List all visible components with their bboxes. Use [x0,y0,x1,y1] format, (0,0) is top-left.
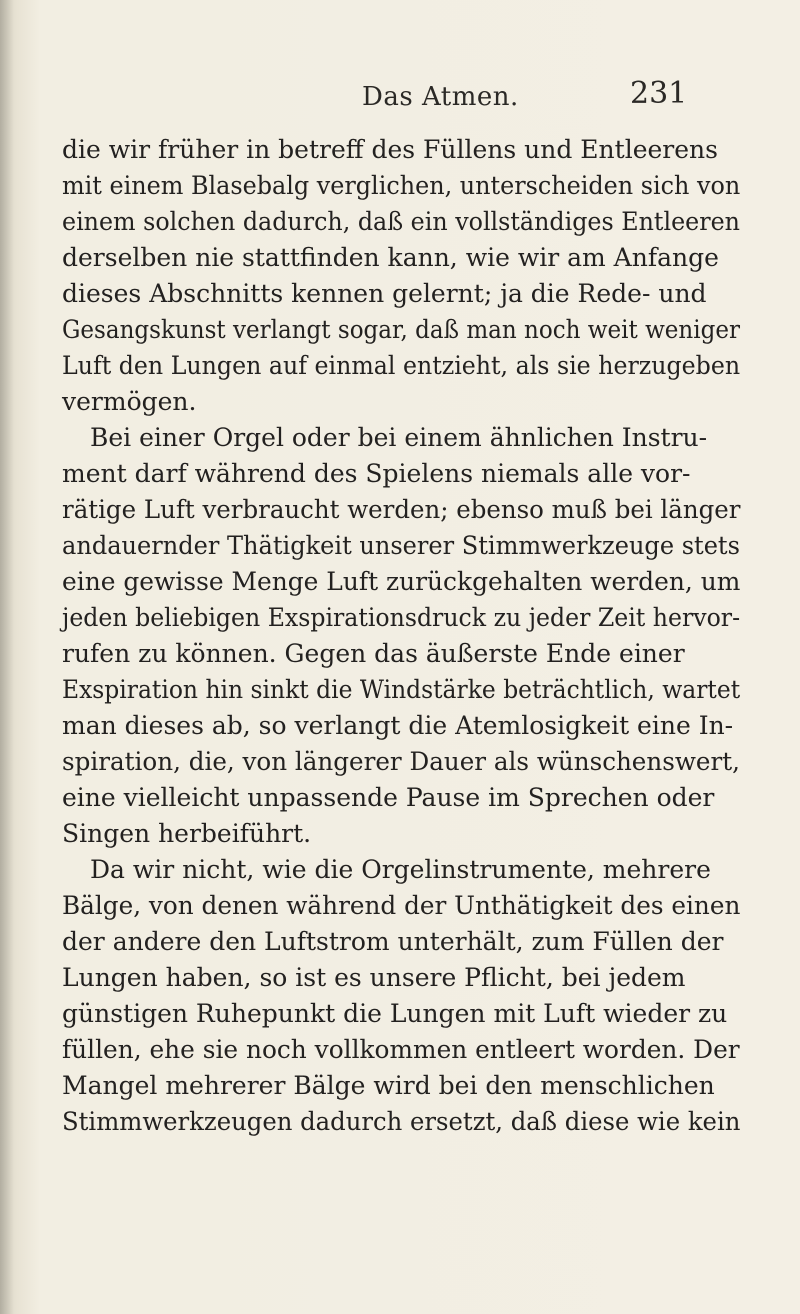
text-line: spiration, die, von längerer Dauer als wünschenswert, [62,747,740,776]
text-line: andauernder Thätigkeit unserer Stimmwerkzeuge stets [62,531,740,560]
running-head: Das Atmen. [362,82,519,112]
spine-shadow [0,0,14,1314]
text-line: füllen, ehe sie noch vollkommen entleert worden. Der [62,1035,740,1064]
page-header [0,74,800,114]
text-line: die wir früher in betreff des Füllens und Entleerens [62,135,718,164]
text-line: günstigen Ruhepunkt die Lungen mit Luft wieder zu [62,999,728,1028]
page-number: 231 [630,76,688,111]
text-line: jeden beliebigen Exspirationsdruck zu jeder Zeit hervor- [62,603,741,632]
text-line: der andere den Luftstrom unterhält, zum Füllen der [62,927,724,956]
text-line: eine vielleicht unpassende Pause im Sprechen oder [62,783,715,812]
text-line: Bälge, von denen während der Unthätigkeit des einen [62,891,741,920]
text-line: Exspiration hin sinkt die Windstärke beträchtlich, wartet [62,675,741,704]
text-line: Mangel mehrerer Bälge wird bei den menschlichen [62,1071,715,1100]
text-line: man dieses ab, so verlangt die Atemlosigkeit eine In- [62,711,734,740]
text-line: Bei einer Orgel oder bei einem ähnlichen Instru- [90,423,708,452]
text-line: rätige Luft verbraucht werden; ebenso muß bei länger [62,495,741,524]
text-line: Singen herbeiführt. [62,819,312,848]
text-line: rufen zu können. Gegen das äußerste Ende einer [62,639,685,668]
text-line: Lungen haben, so ist es unsere Pflicht, bei jedem [62,963,686,992]
text-line: eine gewisse Menge Luft zurückgehalten werden, um [62,567,741,596]
text-line: vermögen. [62,387,197,416]
text-line: Stimmwerkzeugen dadurch ersetzt, daß diese wie kein [62,1107,741,1136]
text-line: Luft den Lungen auf einmal entzieht, als sie herzugeben [62,351,741,380]
text-line: ment darf während des Spielens niemals alle vor- [62,459,691,488]
text-line: dieses Abschnitts kennen gelernt; ja die Rede- und [62,279,707,308]
text-line: einem solchen dadurch, daß ein vollständiges Entleeren [62,207,740,236]
text-line: mit einem Blasebalg verglichen, unterscheiden sich von [62,171,741,200]
text-line: derselben nie stattfinden kann, wie wir am Anfange [62,243,719,272]
text-line: Da wir nicht, wie die Orgelinstrumente, mehrere [90,855,711,884]
text-line: Gesangskunst verlangt sogar, daß man noch weit weniger [62,315,741,344]
